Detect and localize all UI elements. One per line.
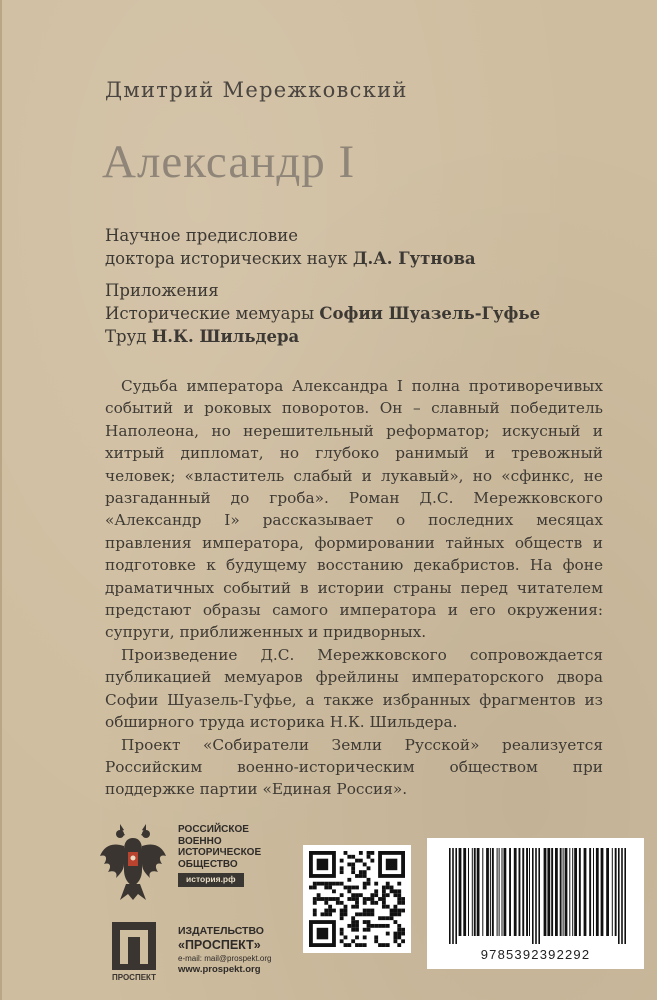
preface-author: Д.А. Гутнова (352, 249, 476, 268)
prospekt-logo-icon (106, 920, 162, 982)
annotation-paragraph: Судьба императора Александра I полна противоречивых событий и роковых поворотов. Он – славный победитель Наполеона, но нерешительный реформатор; искусный и хитрый дипломат, но глубоко ранимый и тревожный человек; «властитель слабый и лукавый», но «сфинкс, не разгаданный до гроба». Роман Д.С. Мережковского «Александр I» рассказывает о последних месяцах правления императора, формировании тайных обществ и подготовке к будущему восстанию декабристов. На фоне драматичных событий в истории страны перед читателем предстают образы самого императора и его окружения: супруги, приближенных и придворных. (105, 377, 603, 642)
double-headed-eagle-icon (98, 820, 168, 902)
author-name: Дмитрий Мережковский (105, 78, 408, 102)
preface-by: доктора исторических наук Д.А. Гутнова (105, 249, 476, 268)
preface-label: Научное предисловие (105, 226, 298, 245)
publisher-logo-caption: ПРОСПЕКТ (111, 973, 157, 982)
publisher-site: www.prospekt.org (178, 964, 261, 975)
book-title: Александр I (102, 136, 356, 188)
barcode-icon (427, 838, 644, 969)
qr-code-icon (303, 845, 411, 953)
publisher-email: e-mail: mail@prospekt.org (178, 954, 272, 963)
appendix-1: Исторические мемуары Софии Шуазель-Гуфье (105, 304, 541, 323)
isbn-digits: 9785392392292 (480, 947, 591, 962)
publisher-info: ИЗДАТЕЛЬСТВО «ПРОСПЕКТ» e-mail: mail@prospekt.org www.prospekt.org (178, 925, 272, 975)
credits-block (105, 224, 540, 348)
publisher-name: «ПРОСПЕКТ» (178, 938, 261, 952)
appendix-2: Труд Н.К. Шильдера (105, 327, 300, 346)
appendix-label: Приложения (105, 281, 219, 300)
society-site: история.рф (178, 873, 244, 887)
annotation-paragraph: Проект «Собиратели Земли Русской» реализуется Российским военно-историческим обществом при поддержке партии «Единая Россия». (105, 735, 603, 799)
society-name: РОССИЙСКОЕ ВОЕННО ИСТОРИЧЕСКОЕ ОБЩЕСТВО история.рф (178, 824, 258, 887)
annotation-text (105, 375, 603, 801)
annotation-paragraph: Произведение Д.С. Мережковского сопровождается публикацией мемуаров фрейлины императорского двора Софии Шуазель-Гуфье, а также избранных фрагментов из обширного труда историка Н.К. Шильдера. (105, 645, 603, 732)
